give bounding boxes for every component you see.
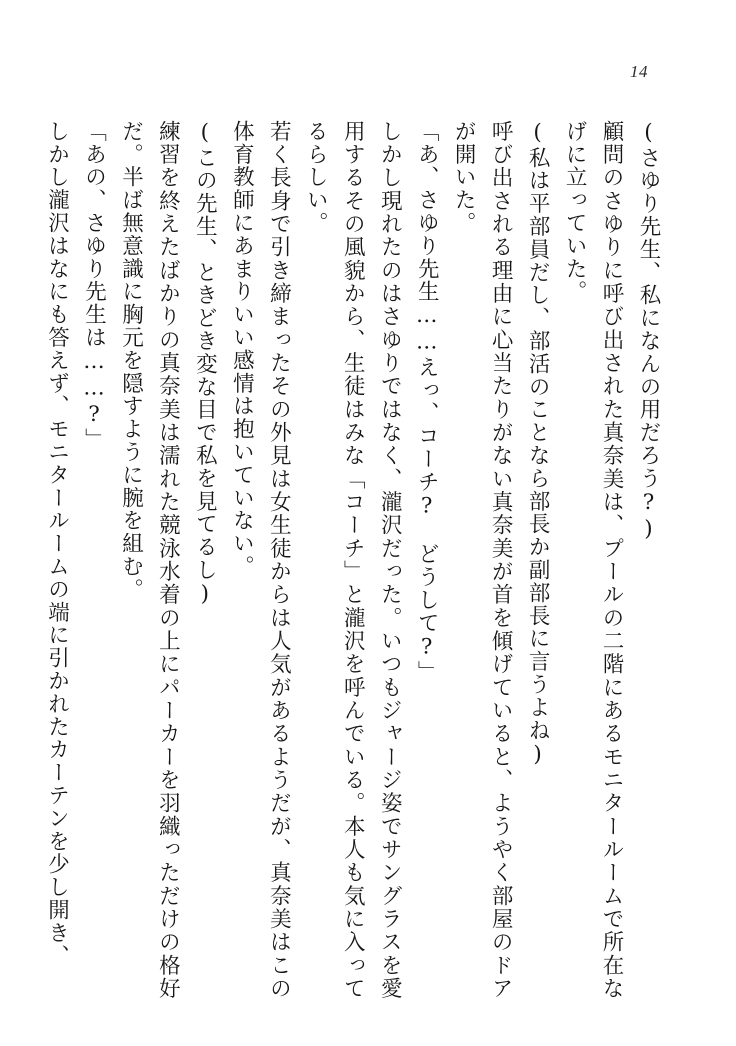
paragraph: 顧問のさゆりに呼び出された真奈美は、プールの二階にあるモニタールームで所在なげに立っていた。 <box>562 120 625 1000</box>
page-number: 14 <box>630 62 648 81</box>
body-text-block <box>42 120 666 1000</box>
paragraph: しかし瀧沢はなにも答えず、モニタールームの端に引かれたカーテンを少し開き、 <box>44 120 70 968</box>
paragraph: (さゆり先生、私になんの用だろう?) <box>636 120 661 543</box>
paragraph: (私は平部員だし、部活のことなら部長か副部長に言うよね) <box>525 120 551 769</box>
paragraph: 「あの、さゆり先生は……?」 <box>81 120 107 452</box>
paragraph: しかし現れたのはさゆりではなく、瀧沢だった。いつもジャージ姿でサングラスを愛用するその風貌から、生徒はみな「コーチ」と瀧沢を呼んでいる。本人も気に入ってるらしい。 <box>303 120 403 1000</box>
paragraph: 「あ、さゆり先生……えっ、コーチ? どうして?」 <box>414 120 440 684</box>
paragraph: 練習を終えたばかりの真奈美は濡れた競泳水着の上にパーカーを羽織っただけの格好だ。半ば無意識に胸元を隠すように腕を組む。 <box>118 120 181 1000</box>
paragraph: (この先生、ときどき変な目で私を見てるし) <box>192 120 218 608</box>
paragraph: 若く長身で引き締まったその外見は女生徒からは人気があるようだが、真奈美はこの体育教師にあまりいい感情は抱いていない。 <box>229 120 292 1000</box>
paragraph: 呼び出される理由に心当たりがない真奈美が首を傾げていると、ようやく部屋のドアが開いた。 <box>451 120 514 1000</box>
